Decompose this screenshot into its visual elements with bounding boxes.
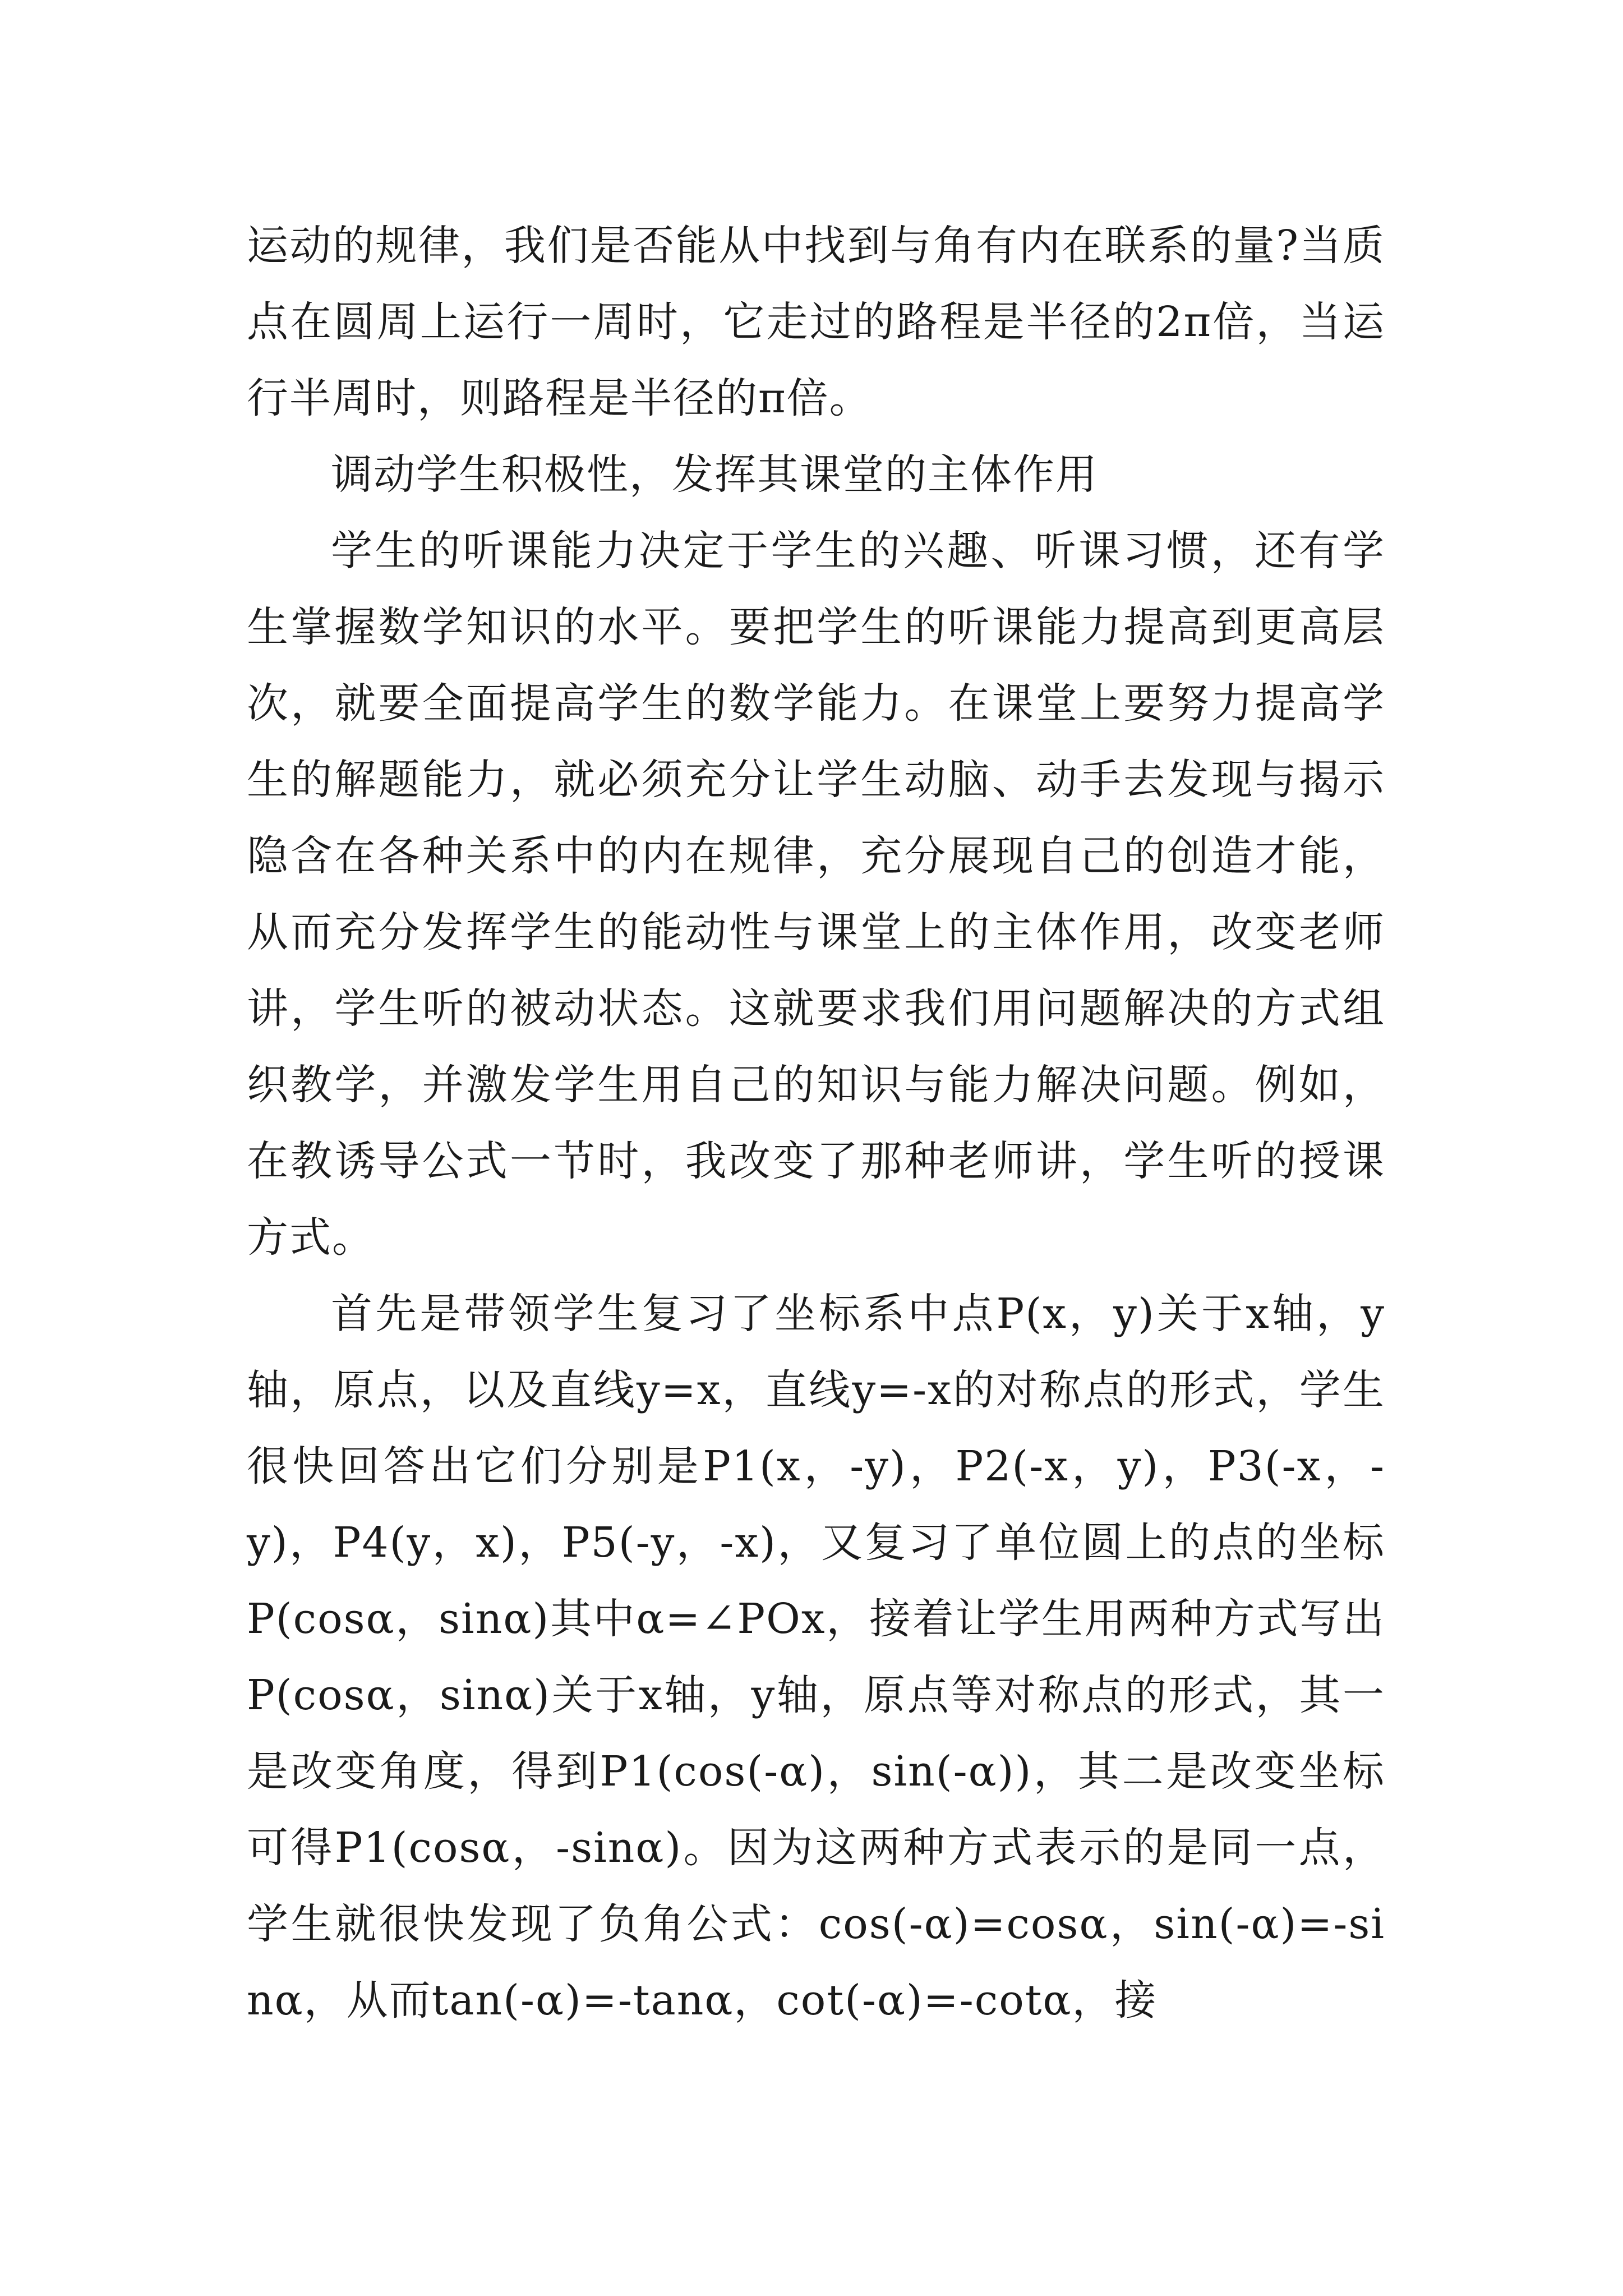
document-body: [247, 208, 1385, 2039]
paragraph-continuation: 运动的规律，我们是否能从中找到与角有内在联系的量?当质点在圆周上运行一周时，它走过的路程是半径的2π倍，当运行半周时，则路程是半径的π倍。: [247, 222, 1385, 422]
paragraph-listening-ability: 学生的听课能力决定于学生的兴趣、听课习惯，还有学生掌握数学知识的水平。要把学生的听课能力提高到更高层次，就要全面提高学生的数学能力。在课堂上要努力提高学生的解题能力，就必须充分让学生动脑、动手去发现与揭示隐含在各种关系中的内在规律，充分展现自己的创造才能，从而充分发挥学生的能动性与课堂上的主体作用，改变老师讲，学生听的被动状态。这就要求我们用问题解决的方式组织教学，并激发学生用自己的知识与能力解决问题。例如，在教诱导公式一节时，我改变了那种老师讲，学生听的授课方式。: [247, 527, 1385, 1262]
paragraph-induction-formulas: 首先是带领学生复习了坐标系中点P(x，y)关于x轴，y轴，原点，以及直线y=x，直线y=-x的对称点的形式，学生很快回答出它们分别是P1(x，-y)，P2(-x，y)，P3(-x，-y)，P4(y，x)，P5(-y，-x)，又复习了单位圆上的点的坐标P(cosα，sinα)其中α=∠POx，接着让学生用两种方式写出P(cosα，sinα)关于x轴，y轴，原点等对称点的形式，其一是改变角度，得到P1(cos(-α)，sin(-α))，其二是改变坐标可得P1(cosα，-sinα)。因为这两种方式表示的是同一点，学生就很快发现了负角公式：cos(-α)=cosα，sin(-α)=-sinα，从而tan(-α)=-tanα，cot(-α)=-cotα，接: [247, 1290, 1385, 2024]
section-heading: 调动学生积极性，发挥其课堂的主体作用: [331, 450, 1098, 499]
